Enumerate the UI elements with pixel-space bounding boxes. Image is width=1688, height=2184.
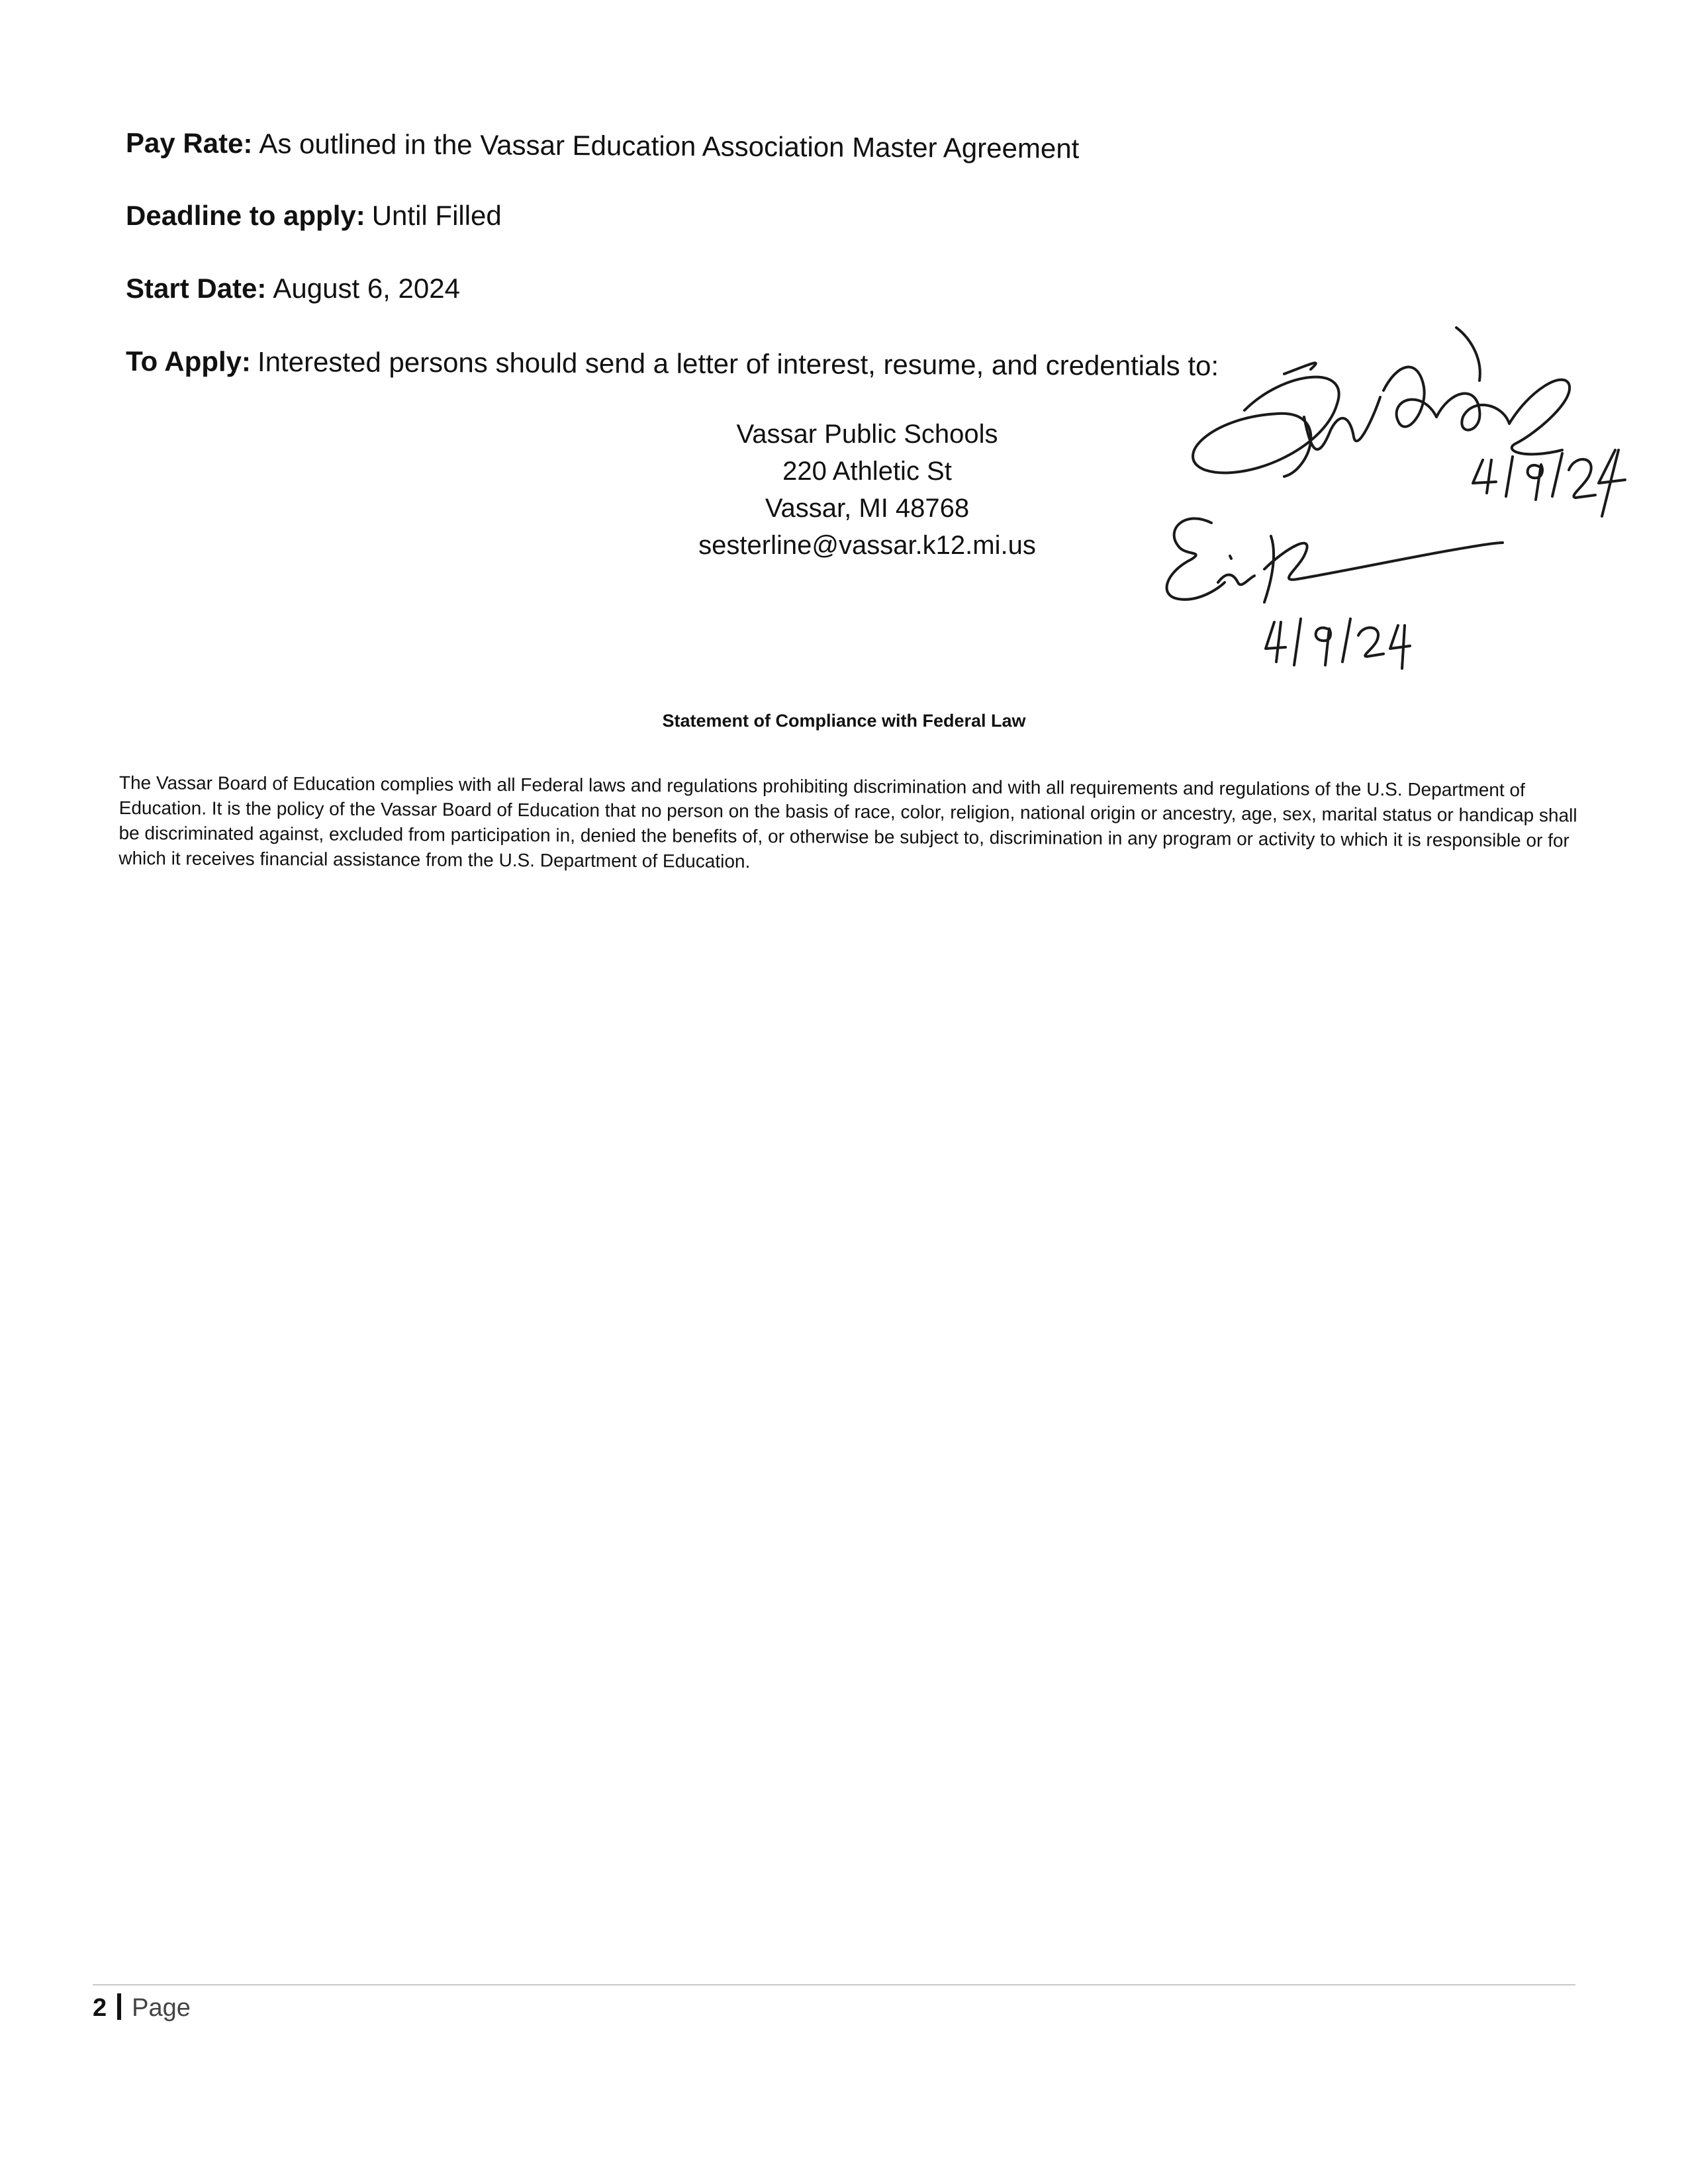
signature-1-stroke bbox=[1304, 397, 1380, 449]
to-apply-value: Interested persons should send a letter of interest, resume, and credentials to: bbox=[257, 345, 1219, 382]
signature-2-date bbox=[1266, 622, 1286, 662]
signature-2-date bbox=[1294, 619, 1301, 665]
start-date-row bbox=[126, 271, 460, 306]
pay-rate-row bbox=[126, 126, 1080, 166]
to-apply-row bbox=[126, 344, 1219, 383]
signature-2-date bbox=[1316, 628, 1331, 665]
footer-divider bbox=[93, 1984, 1575, 1985]
page-separator bbox=[117, 1993, 121, 2020]
compliance-statement: The Vassar Board of Education complies with all Federal laws and regulations prohibiting discrimination and with all requirements and regulations of the U.S. Department of Education. It is the policy of the Vassar Board of Education that no person on the basis of race, color, religion, national origin or ancestry, age, sex, marital status or handicap shall be discriminated against, excluded from participation in, denied the benefits of, or otherwise be subject to, discrimination in any program or activity to which it is responsible or for which it receives financial assistance from the U.S. Department of Education. bbox=[118, 772, 1577, 872]
compliance-title: Statement of Compliance with Federal Law bbox=[662, 711, 1026, 731]
signature-1-stroke bbox=[1436, 394, 1509, 430]
signature-2-stroke bbox=[1264, 543, 1503, 580]
signature-1-stroke bbox=[1509, 380, 1570, 455]
signature-1-stroke bbox=[1383, 367, 1436, 427]
signature-1-date bbox=[1506, 457, 1513, 496]
signature-1-date bbox=[1528, 465, 1542, 500]
signature-1-stroke bbox=[1284, 363, 1316, 374]
signature-1-date bbox=[1473, 460, 1496, 493]
signature-2-date bbox=[1342, 619, 1350, 662]
signature-2-stroke bbox=[1167, 518, 1225, 599]
signature-1-date bbox=[1569, 459, 1595, 498]
pay-rate-value: As outlined in the Vassar Education Association Master Agreement bbox=[259, 128, 1080, 164]
address-email: sesterline@vassar.k12.mi.us bbox=[698, 531, 1036, 560]
page-footer bbox=[93, 1992, 191, 2024]
signature-2-date bbox=[1358, 627, 1383, 657]
address-city: Vassar, MI 48768 bbox=[765, 494, 970, 523]
mailing-address bbox=[662, 416, 1072, 564]
deadline-value: Until Filled bbox=[371, 200, 502, 231]
signature-1-stroke bbox=[1193, 377, 1339, 477]
signature-1-stroke bbox=[1456, 328, 1480, 381]
address-name: Vassar Public Schools bbox=[736, 420, 998, 449]
signature-2-stroke bbox=[1230, 556, 1231, 559]
page-label: Page bbox=[132, 1994, 191, 2022]
signature-1-date bbox=[1599, 450, 1625, 516]
deadline-row bbox=[126, 199, 502, 233]
pay-rate-label: Pay Rate: bbox=[125, 127, 253, 159]
signature-2-date bbox=[1390, 625, 1410, 668]
start-date-label: Start Date: bbox=[126, 273, 267, 304]
signature-1-date bbox=[1552, 453, 1562, 496]
deadline-label: Deadline to apply: bbox=[126, 200, 365, 231]
handwritten-signatures bbox=[1112, 318, 1655, 702]
to-apply-label: To Apply: bbox=[125, 345, 252, 377]
address-street: 220 Athletic St bbox=[782, 457, 952, 486]
start-date-value: August 6, 2024 bbox=[273, 273, 460, 304]
page-number: 2 bbox=[93, 1994, 107, 2022]
